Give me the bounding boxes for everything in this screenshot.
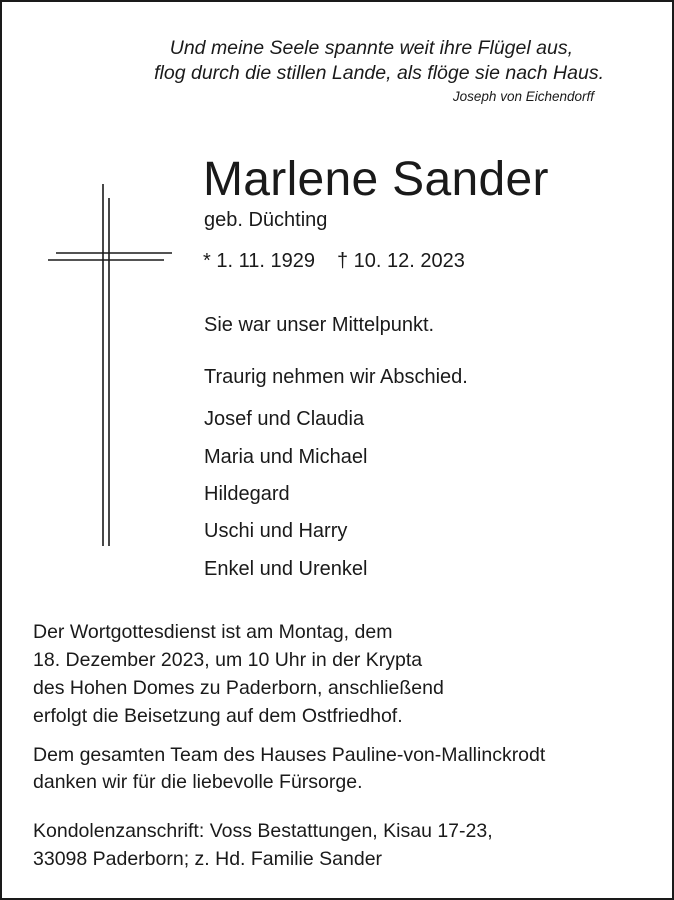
message-line-2: Traurig nehmen wir Abschied. <box>204 366 468 388</box>
epigraph-line-1: Und meine Seele spannte weit ihre Flügel aus, <box>169 37 573 59</box>
message-line-1: Sie war unser Mittelpunkt. <box>204 314 435 336</box>
service-line-1: Der Wortgottesdienst ist am Montag, dem <box>33 621 393 643</box>
birth-date: * 1. 11. 1929 <box>203 250 315 272</box>
mourner-5: Enkel und Urenkel <box>204 558 368 580</box>
death-date: † 10. 12. 2023 <box>336 250 465 272</box>
service-line-4: erfolgt die Beisetzung auf dem Ostfriedhof. <box>33 705 403 727</box>
service-line-3: des Hohen Domes zu Paderborn, anschließend <box>33 677 444 699</box>
deceased-name: Marlene Sander <box>203 153 549 206</box>
cross-icon <box>48 184 178 549</box>
mourner-2: Maria und Michael <box>204 446 368 468</box>
epigraph-author: Joseph von Eichendorff <box>452 89 594 104</box>
mourner-1: Josef und Claudia <box>204 408 365 430</box>
epigraph-line-2: flog durch die stillen Lande, als flöge sie nach Haus. <box>154 62 604 84</box>
thanks-line-1: Dem gesamten Team des Hauses Pauline-von-Mallinckrodt <box>33 744 546 766</box>
service-line-2: 18. Dezember 2023, um 10 Uhr in der Krypta <box>33 649 423 671</box>
mourner-4: Uschi und Harry <box>204 520 348 542</box>
mourner-3: Hildegard <box>204 483 290 505</box>
maiden-name: geb. Düchting <box>204 209 328 231</box>
condolence-line-2: 33098 Paderborn; z. Hd. Familie Sander <box>33 848 383 870</box>
life-dates <box>203 250 465 273</box>
thanks-line-2: danken wir für die liebevolle Fürsorge. <box>33 771 363 793</box>
condolence-line-1: Kondolenzanschrift: Voss Bestattungen, Kisau 17-23, <box>33 820 493 842</box>
